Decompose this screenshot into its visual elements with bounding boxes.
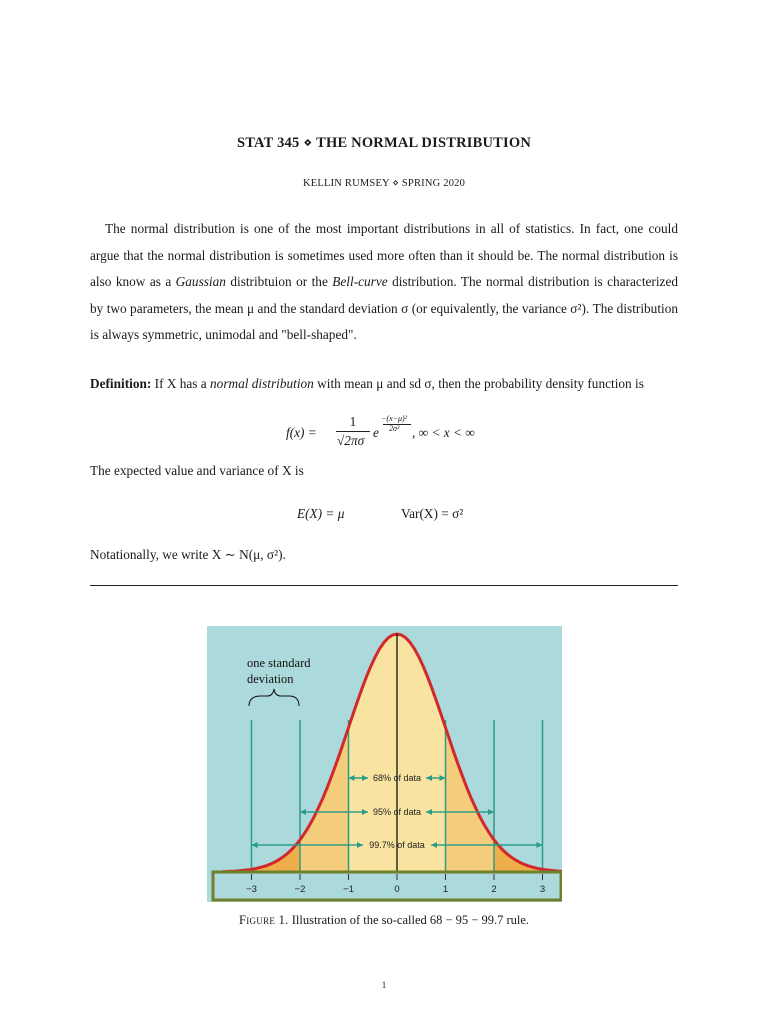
axis-box	[213, 872, 561, 900]
author-line: KELLIN RUMSEY ⋄ SPRING 2020	[302, 178, 466, 189]
annotation-line-1: one standard	[247, 656, 311, 670]
pdf-exp-denominator: 2σ²	[389, 424, 400, 433]
axis-tick-label: 3	[539, 884, 546, 895]
pdf-lhs: f(x) =	[286, 425, 317, 440]
normal-curve-figure	[207, 626, 562, 902]
definition-emphasis: normal distribution	[210, 376, 314, 391]
pdf-numerator: 1	[349, 414, 357, 429]
page-number: 1	[381, 980, 387, 990]
pdf-exp-numerator: −(x−μ)²	[381, 414, 408, 423]
caption-text: Illustration of the so-called 68 − 95 − 99.7 rule.	[288, 913, 530, 927]
definition	[90, 374, 690, 394]
horizontal-rule	[90, 585, 678, 586]
definition-text-1: If X has a	[151, 376, 211, 391]
intro-text-1: The normal distribution is one of the most important distributions in all of statistics. In fact, one could argue that the normal distribution is sometimes used more often than it should be. The normal distribution is also know as a	[90, 221, 678, 289]
label-68: 68% of data	[372, 773, 422, 783]
intro-text-2: distribtuion or the	[225, 274, 333, 289]
pdf-exp-base: e	[373, 425, 379, 440]
definition-label: Definition:	[90, 376, 152, 391]
pdf-denominator: √2πσ	[337, 433, 365, 448]
normal-curve-illustration	[207, 626, 562, 902]
axis-tick-label: −3	[246, 884, 257, 895]
expected-intro: The expected value and variance of X is	[90, 463, 304, 478]
intro-bell-curve: Bell-curve	[332, 274, 388, 289]
intro-paragraph	[90, 216, 678, 349]
pdf-equation	[0, 412, 768, 452]
label-997: 99.7% of data	[369, 840, 425, 850]
intro-text-3: distribution. The normal distribution is characterized by two parameters, the mean μ and the standard deviation σ (or equivalently, the variance σ²). The distribution is always symmetric, unimodal and "bell-shaped".	[90, 274, 678, 342]
caption-label: Figure 1.	[238, 913, 289, 927]
annotation-line-2: deviation	[247, 672, 294, 686]
document-title: STAT 345 ⋄ THE NORMAL DISTRIBUTION	[237, 135, 531, 151]
notation-line: Notationally, we write X ∼ N(μ, σ²).	[90, 547, 286, 562]
label-95: 95% of data	[372, 807, 422, 817]
variance-equation: Var(X) = σ²	[401, 506, 464, 521]
definition-text-2: with mean μ and sd σ, then the probability density function is	[313, 376, 644, 391]
axis-tick-label: 1	[442, 884, 449, 895]
axis-tick-label: 0	[394, 884, 400, 895]
expectation-equation: E(X) = μ	[297, 506, 345, 521]
pdf-range: , ∞ < x < ∞	[412, 425, 475, 440]
axis-tick-label: 2	[491, 884, 497, 895]
axis-tick-label: −1	[343, 884, 354, 895]
intro-gaussian: Gaussian	[175, 274, 226, 289]
axis-tick-label: −2	[294, 884, 306, 895]
fraction-bar	[336, 431, 370, 432]
figure-caption	[0, 913, 768, 928]
